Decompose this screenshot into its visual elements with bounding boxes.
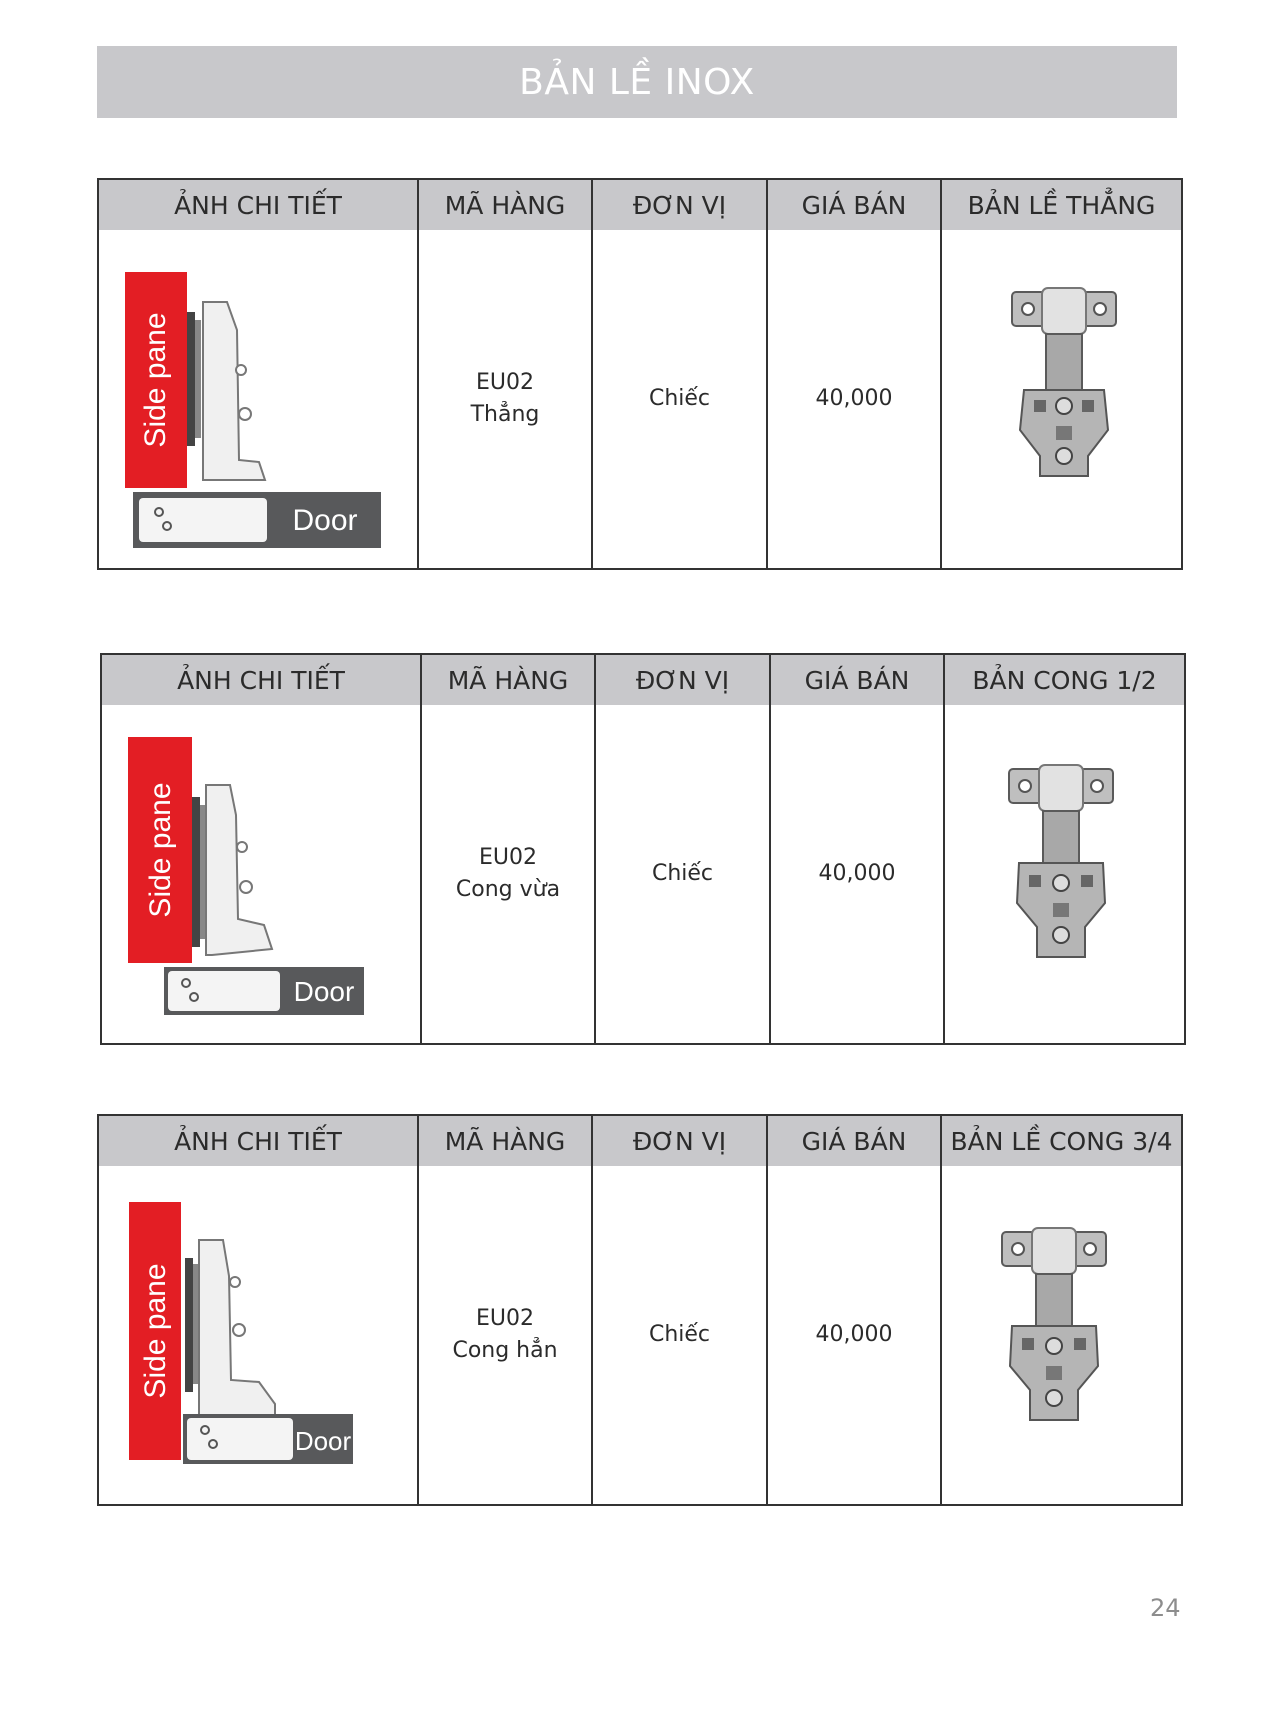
product-photo-cell <box>944 705 1185 1044</box>
header-product-title: BẢN LỀ CONG 3/4 <box>941 1115 1182 1166</box>
header-unit: ĐƠN VỊ <box>595 654 770 705</box>
product-code-cell <box>418 1166 592 1505</box>
page-number: 24 <box>1150 1594 1181 1622</box>
unit-cell: Chiếc <box>592 1166 767 1505</box>
diagram-side-panel-label: Side pane <box>139 1263 172 1399</box>
diagram-side-panel-label: Side pane <box>144 782 177 918</box>
diagram-door-label: Door <box>293 976 355 1007</box>
header-unit: ĐƠN VỊ <box>592 1115 767 1166</box>
header-price: GIÁ BÁN <box>767 179 941 230</box>
unit-cell: Chiếc <box>592 230 767 569</box>
table-row <box>98 1166 1182 1505</box>
detail-diagram-cell <box>101 705 421 1044</box>
hinge-photo <box>942 230 1181 558</box>
product-photo-cell <box>941 230 1182 569</box>
product-table-full-crank <box>97 1114 1183 1506</box>
diagram-side-panel-label: Side pane <box>139 312 172 448</box>
table-row <box>101 705 1185 1044</box>
hinge-installation-diagram <box>102 705 420 1033</box>
price-cell: 40,000 <box>767 230 941 569</box>
product-code-cell <box>421 705 595 1044</box>
product-variant: Cong hẳn <box>452 1338 558 1363</box>
detail-diagram-cell <box>98 230 418 569</box>
header-product-title: BẢN CONG 1/2 <box>944 654 1185 705</box>
header-product-code: MÃ HÀNG <box>418 179 592 230</box>
header-product-title: BẢN LỀ THẲNG <box>941 179 1182 230</box>
table-header-row <box>101 654 1185 705</box>
product-table-straight <box>97 178 1183 570</box>
product-table-half-crank <box>100 653 1186 1045</box>
diagram-door-label: Door <box>294 1426 352 1456</box>
header-product-code: MÃ HÀNG <box>421 654 595 705</box>
hinge-photo <box>945 705 1184 1033</box>
hinge-installation-diagram <box>99 1166 417 1494</box>
header-price: GIÁ BÁN <box>767 1115 941 1166</box>
header-product-code: MÃ HÀNG <box>418 1115 592 1166</box>
product-code: EU02 <box>476 1306 534 1331</box>
hinge-photo <box>942 1166 1181 1494</box>
header-unit: ĐƠN VỊ <box>592 179 767 230</box>
product-variant: Cong vừa <box>455 877 561 902</box>
product-photo-cell <box>941 1166 1182 1505</box>
product-code-cell <box>418 230 592 569</box>
page-title-banner <box>97 46 1177 118</box>
detail-diagram-cell <box>98 1166 418 1505</box>
table-header-row <box>98 179 1182 230</box>
diagram-door-label: Door <box>292 504 358 537</box>
header-detail-image: ẢNH CHI TIẾT <box>98 179 418 230</box>
table-header-row <box>98 1115 1182 1166</box>
product-code: EU02 <box>476 370 534 395</box>
unit-cell: Chiếc <box>595 705 770 1044</box>
header-price: GIÁ BÁN <box>770 654 944 705</box>
table-row <box>98 230 1182 569</box>
price-cell: 40,000 <box>770 705 944 1044</box>
header-detail-image: ẢNH CHI TIẾT <box>98 1115 418 1166</box>
page-title: BẢN LỀ INOX <box>519 61 755 103</box>
product-variant: Thẳng <box>470 402 540 427</box>
price-cell: 40,000 <box>767 1166 941 1505</box>
header-detail-image: ẢNH CHI TIẾT <box>101 654 421 705</box>
hinge-installation-diagram <box>99 230 417 558</box>
product-code: EU02 <box>479 845 537 870</box>
